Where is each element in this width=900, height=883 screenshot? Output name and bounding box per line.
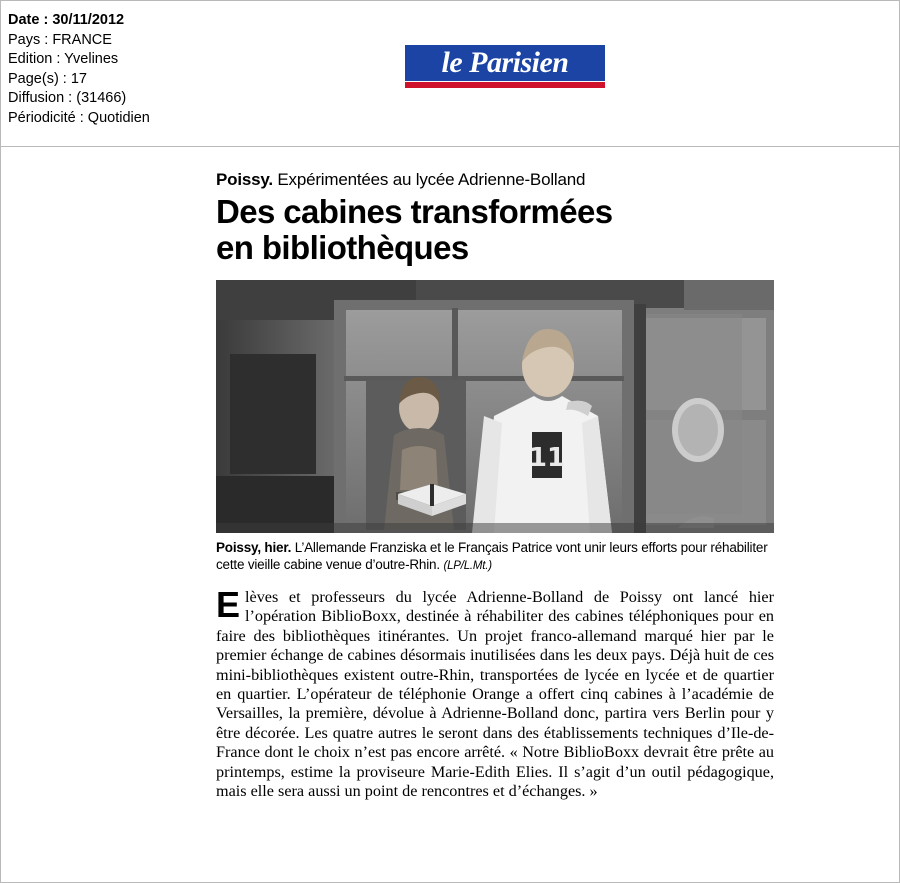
meta-date: Date : 30/11/2012 [8,12,125,28]
photo-graphic [216,280,774,533]
le-parisien-logo [405,45,605,89]
meta-country: Pays : FRANCE [8,31,112,48]
caption-credit: (LP/L.Mt.) [443,559,492,572]
photo-caption [216,540,774,574]
article [216,169,774,801]
article-body [216,584,774,801]
page-title [216,194,774,266]
logo-wordmark: le Parisien [441,46,569,79]
press-clipping-header [1,1,899,147]
booth-door [634,304,742,533]
kicker-subtitle: Expérimentées au lycée Adrienne-Bolland [272,170,586,189]
meta-periodicity: Périodicité : Quotidien [8,109,150,126]
article-photo [216,280,774,533]
body-paragraph: lèves et professeurs du lycée Adrienne-Bolland de Poissy ont lancé hier l’opération BiblioBoxx, destinée à réhabiliter des cabines téléphoniques pour en faire des bibliothèques itinérantes. Un projet franco-allemand marqué hier par le premier échange de cabines désormais inutilisées dans les deux pays. Déjà huit de ces mini-bibliothèques existent outre-Rhin, transportées de lycée en lycée et de quartier en quartier. L’opérateur de téléphonie Orange a offert cinq cabines à l’académie de Versailles, la première, dévolue à Adrienne-Bolland donc, partira vers Berlin pour y être décorée. Les quatre autres le seront dans des établissements techniques d’Ile-de-France dont le choix n’est pas encore arrêté. « Notre BiblioBoxx devrait être prête au printemps, estime la proviseure Marie-Edith Elies. Il s’agit d’un outil pédagogique, mais elle sera aussi un point de rencontres et d’échanges. » [216,588,774,801]
svg-text:11: 11 [528,443,566,473]
article-kicker [216,169,774,190]
logo-red-rule [405,82,605,88]
clipping-metadata [8,11,150,128]
meta-edition: Edition : Yvelines [8,51,119,67]
caption-text: L’Allemande Franziska et le Français Patrice vont unir leurs efforts pour réhabiliter cette vieille cabine venue d’outre-Rhin. [216,540,768,572]
meta-diffusion: Diffusion : (31466) [8,90,127,106]
meta-pages: Page(s) : 17 [8,70,87,87]
caption-lead: Poissy, hier. [216,540,292,555]
kicker-location: Poissy. [216,170,273,189]
headline-line-1: Des cabines transformées [216,193,613,230]
headline-line-2: en bibliothèques [216,229,469,266]
drop-cap: E [216,584,241,625]
